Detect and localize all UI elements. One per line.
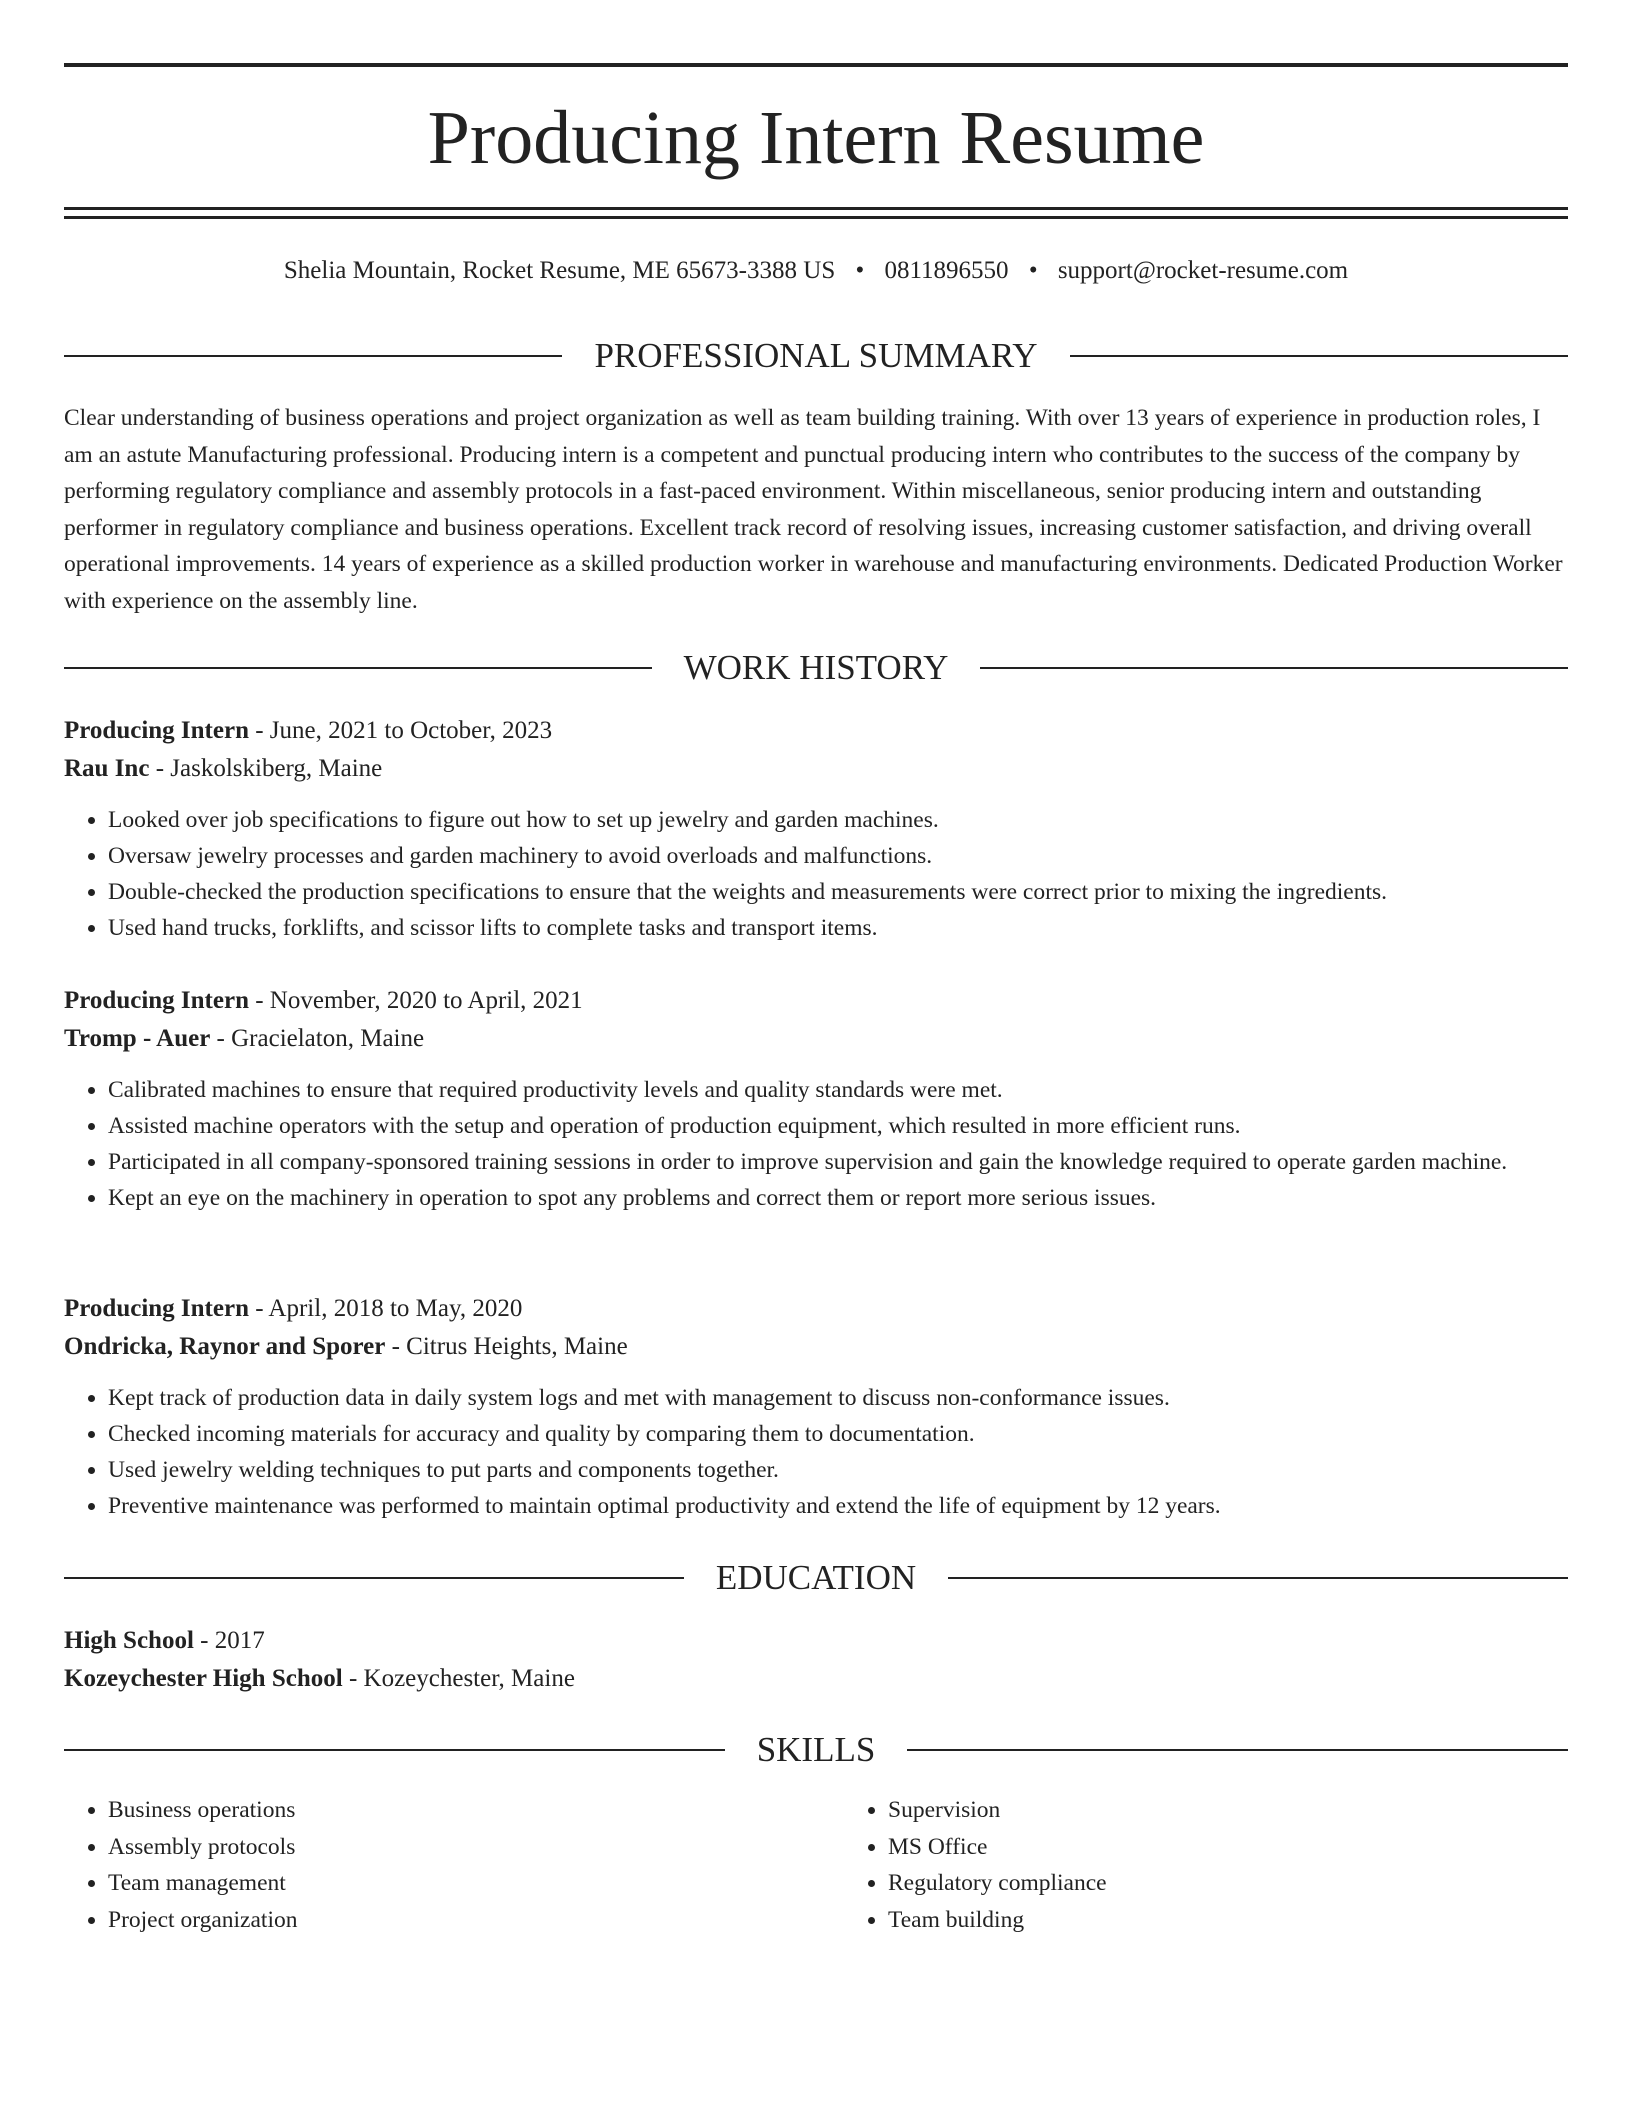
top-rule	[64, 63, 1568, 67]
title-double-rule-upper	[64, 207, 1568, 210]
list-item: • Assisted machine operators with the setup and operation of production equipment, which resulted in more efficient runs.	[108, 1108, 1568, 1144]
job-company: Tromp - Auer	[64, 1025, 211, 1052]
job-bullets	[64, 1380, 1568, 1524]
list-item: • Business operations	[108, 1792, 788, 1829]
heading-rule-left	[64, 1577, 684, 1579]
job-title-line	[64, 712, 1568, 750]
list-item: • Used jewelry welding techniques to put parts and components together.	[108, 1452, 1568, 1488]
list-item: • Preventive maintenance was performed to maintain optimal productivity and extend the life of equipment by 12 years.	[108, 1488, 1568, 1524]
heading-label: WORK HISTORY	[683, 648, 949, 687]
job-title-line	[64, 1290, 1568, 1328]
job-bullets	[64, 802, 1568, 946]
professional-summary-heading	[64, 336, 1568, 376]
list-item: • Kept an eye on the machinery in operation to spot any problems and correct them or report more serious issues.	[108, 1180, 1568, 1216]
list-item: • Used hand trucks, forklifts, and scissor lifts to complete tasks and transport items.	[108, 910, 1568, 946]
job-company-line	[64, 1020, 1568, 1058]
skills-list	[64, 1792, 1568, 1938]
education-entry	[64, 1622, 1568, 1698]
heading-rule-right	[948, 1577, 1568, 1579]
list-item: • Calibrated machines to ensure that required productivity levels and quality standards were met.	[108, 1072, 1568, 1108]
heading-rule-right	[1070, 355, 1568, 357]
job-company-line	[64, 1328, 1568, 1366]
skills-heading	[64, 1730, 1568, 1770]
education-location: - Kozeychester, Maine	[342, 1665, 575, 1692]
list-item: • Assembly protocols	[108, 1829, 788, 1866]
skills-column-right	[788, 1792, 1568, 1938]
heading-rule-right	[980, 667, 1568, 669]
list-item: • Double-checked the production specifications to ensure that the weights and measurements were correct prior to mixing the ingredients.	[108, 874, 1568, 910]
professional-summary-text: Clear understanding of business operations and project organization as well as team building training. With over 13 years of experience in production roles, I am an astute Manufacturing professional. Producing intern is a competent and punctual producing intern who contributes to the success of the company by performing regulatory compliance and assembly protocols in a fast-paced environment. Within miscellaneous, senior producing intern and outstanding performer in regulatory compliance and business operations. Excellent track record of resolving issues, increasing customer satisfaction, and driving overall operational improvements. 14 years of experience as a skilled production worker in warehouse and manufacturing environments. Dedicated Production Worker with experience on the assembly line.	[64, 405, 1563, 614]
list-item: • Looked over job specifications to figure out how to set up jewelry and garden machines.	[108, 802, 1568, 838]
work-history-heading	[64, 648, 1568, 688]
job-dates: - June, 2021 to October, 2023	[248, 717, 553, 744]
contact-separator: •	[855, 257, 865, 284]
education-degree-line	[64, 1622, 1568, 1660]
job-title: Producing Intern	[64, 1295, 249, 1322]
list-item: • Team management	[108, 1865, 788, 1902]
contact-line	[64, 254, 1568, 288]
heading-rule-left	[64, 667, 652, 669]
job-location: - Jaskolskiberg, Maine	[149, 755, 383, 782]
job-company: Ondricka, Raynor and Sporer	[64, 1333, 386, 1360]
resume-title: Producing Intern Resume	[427, 96, 1205, 180]
job-entry	[64, 1290, 1568, 1524]
job-dates: - April, 2018 to May, 2020	[248, 1295, 523, 1322]
job-company: Rau Inc	[64, 755, 150, 782]
education-year: - 2017	[193, 1627, 265, 1654]
heading-label: PROFESSIONAL SUMMARY	[594, 336, 1038, 375]
title-double-rule-lower	[64, 216, 1568, 219]
list-item: • Participated in all company-sponsored training sessions in order to improve supervision and gain the knowledge required to operate garden machine.	[108, 1144, 1568, 1180]
job-title-line	[64, 982, 1568, 1020]
contact-address: Shelia Mountain, Rocket Resume, ME 65673-3388 US	[283, 257, 836, 284]
list-item: • Oversaw jewelry processes and garden machinery to avoid overloads and malfunctions.	[108, 838, 1568, 874]
skills-column-left	[64, 1792, 788, 1938]
job-dates: - November, 2020 to April, 2021	[248, 987, 583, 1014]
contact-separator: •	[1028, 257, 1038, 284]
job-title: Producing Intern	[64, 987, 249, 1014]
job-title: Producing Intern	[64, 717, 249, 744]
job-location: - Citrus Heights, Maine	[385, 1333, 628, 1360]
heading-label: EDUCATION	[715, 1558, 917, 1597]
job-company-line	[64, 750, 1568, 788]
education-school: Kozeychester High School	[64, 1665, 343, 1692]
education-heading	[64, 1558, 1568, 1598]
heading-rule-left	[64, 355, 562, 357]
job-location: - Gracielaton, Maine	[210, 1025, 425, 1052]
list-item: • MS Office	[888, 1829, 1568, 1866]
contact-email: support@rocket-resume.com	[1057, 257, 1349, 284]
list-item: • Project organization	[108, 1902, 788, 1939]
job-entry	[64, 712, 1568, 946]
list-item: • Supervision	[888, 1792, 1568, 1829]
job-bullets	[64, 1072, 1568, 1216]
list-item: • Team building	[888, 1902, 1568, 1939]
education-degree: High School	[64, 1627, 194, 1654]
heading-rule-right	[907, 1749, 1568, 1751]
contact-phone: 0811896550	[884, 257, 1009, 284]
list-item: • Regulatory compliance	[888, 1865, 1568, 1902]
job-entry	[64, 982, 1568, 1216]
heading-rule-left	[64, 1749, 725, 1751]
heading-label: SKILLS	[756, 1730, 876, 1769]
list-item: • Checked incoming materials for accuracy and quality by comparing them to documentation.	[108, 1416, 1568, 1452]
list-item: • Kept track of production data in daily system logs and met with management to discuss non-conformance issues.	[108, 1380, 1568, 1416]
education-school-line	[64, 1660, 1568, 1698]
